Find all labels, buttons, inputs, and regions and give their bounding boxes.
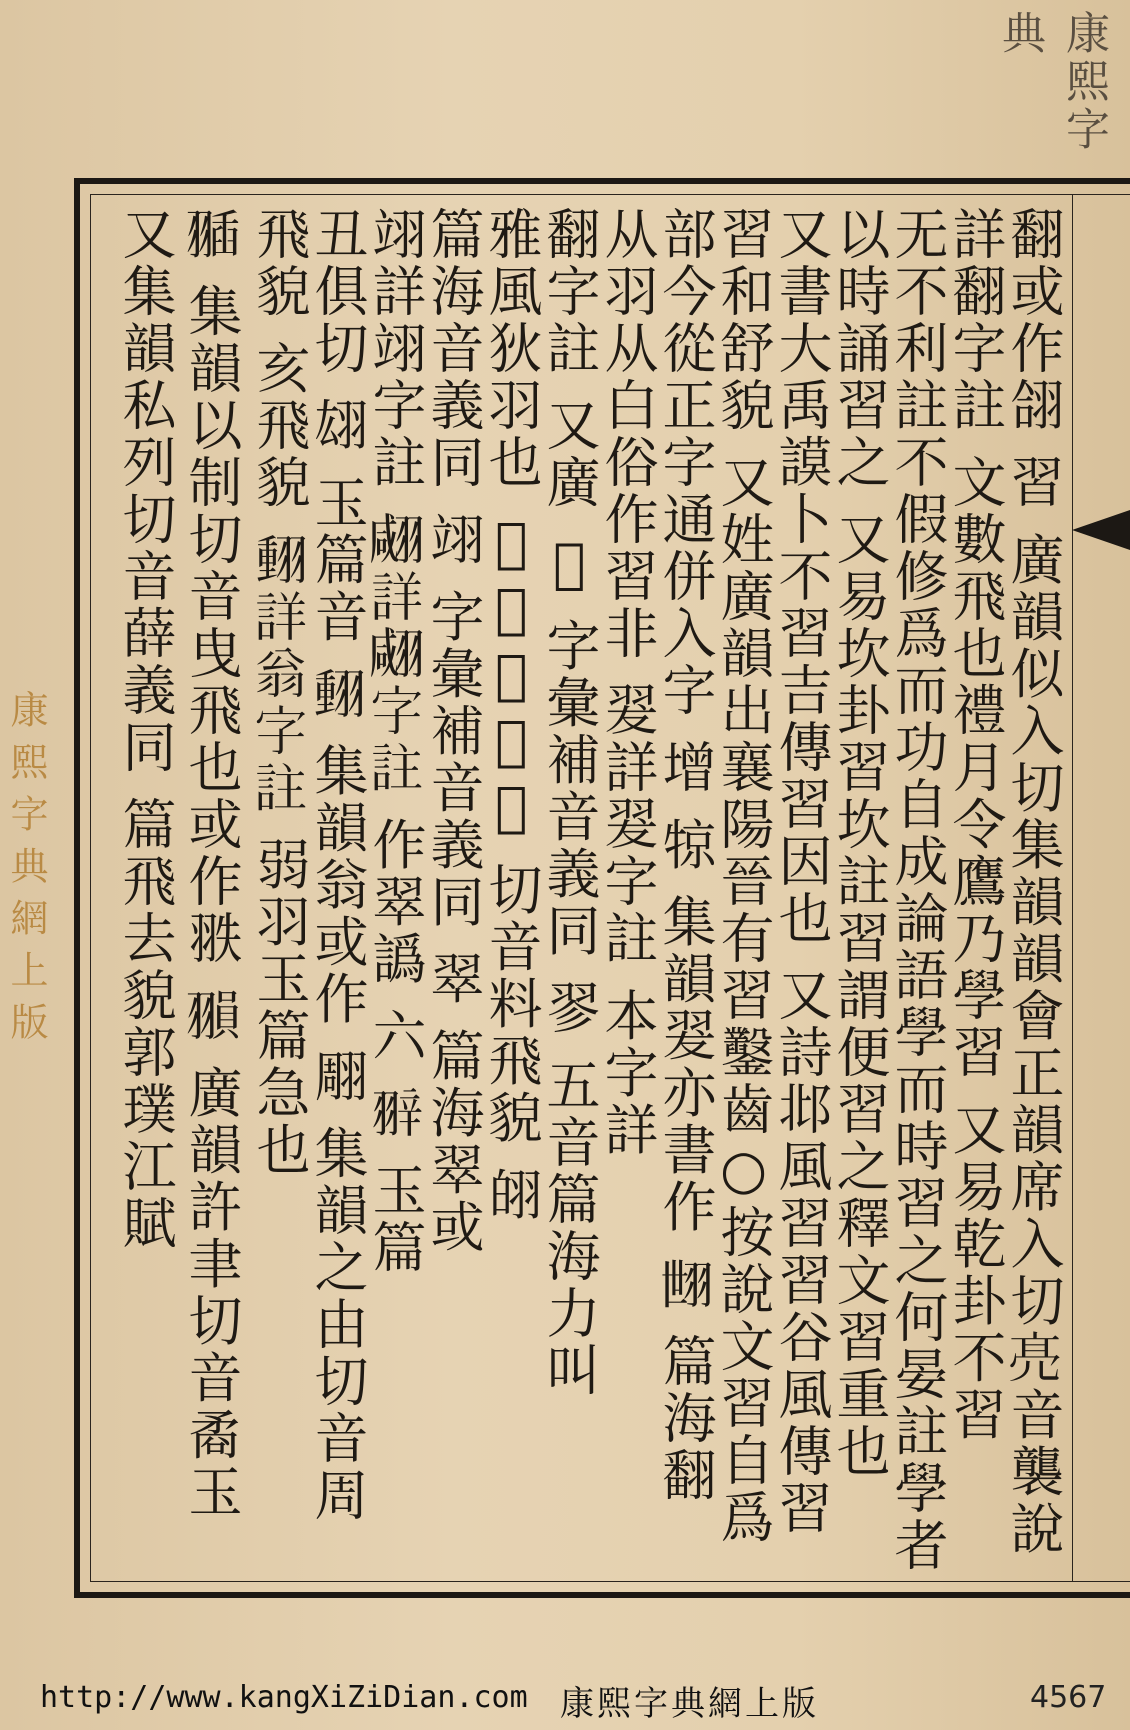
text-column-8: 从羽从白俗作習非 翇詳翇字註 本字詳 — [596, 206, 659, 1159]
text-column-1: 翻或作翖 習 廣韻似入切集韻韻會正韻席入切𠅙音襲說 — [1002, 206, 1065, 1558]
text-column-11: 篇海音義同 翊 字彙補音義同 翠 篇海翠或 — [422, 206, 485, 1256]
text-column-10: 雅風狄羽也 𦐜詳𦐜字註 切音料飛貌 䎅 — [480, 206, 543, 1224]
text-column-9: 翻字註 又廣 𦐜 字彙補音義同 翏 五音篇海力叫 — [538, 206, 601, 1399]
footer-site-title: 康熙字典網上版 — [560, 1684, 819, 1724]
text-column-16: 又集韻私列切音薛義同 篇飛去貌郭璞江賦 — [114, 206, 177, 1253]
page-number: 4567 — [1030, 1680, 1107, 1715]
running-head-title: 康熙字典 — [994, 10, 1109, 154]
text-column-13: 丑俱切 翃 玉篇音 𦑝 集韻翁或作 翢 集韻之由切音周 — [306, 206, 369, 1524]
text-column-5: 又書大禹謨卜不習吉傳習因也 又詩邶風習習谷風傳習 — [770, 206, 833, 1538]
text-column-3: 无不利註不假修爲而功自成論語學而時習之何晏註學者 — [886, 206, 949, 1574]
text-column-2: 詳翻字註 文數飛也禮月令鷹乃學習 又易乾卦不習 — [944, 206, 1007, 1444]
text-column-4: 以時誦習之 又易坎卦習坎註習謂便習之釋文習重也 — [828, 206, 891, 1481]
text-column-7: 部今從正字通併入字 增 㹁 集韻翇亦書作 𦐞 篇海翻 — [654, 206, 717, 1504]
margin-rule — [1072, 194, 1073, 1582]
text-column-14: 飛貌 亥飛貌 𦑝詳翁字註 弱羽玉篇急也 — [248, 206, 311, 1179]
text-column-15: 𦑣 集韻以制切音曳飛也或作翐 𦑰 廣韻許聿切音矞玉 — [180, 206, 243, 1521]
side-watermark: 康熙字典網上版 — [4, 690, 48, 1054]
text-column-6: 習和舒貌 又姓廣韻出襄陽晉有習鑿齒○按說文習自爲 — [712, 206, 775, 1547]
footer-url-link[interactable]: http://www.kangXiZiDian.com — [40, 1680, 528, 1715]
text-column-12: 翊詳翊字註 𦑘詳𦑘字註 作翠譌 六 𦐹 玉篇 — [364, 206, 427, 1276]
